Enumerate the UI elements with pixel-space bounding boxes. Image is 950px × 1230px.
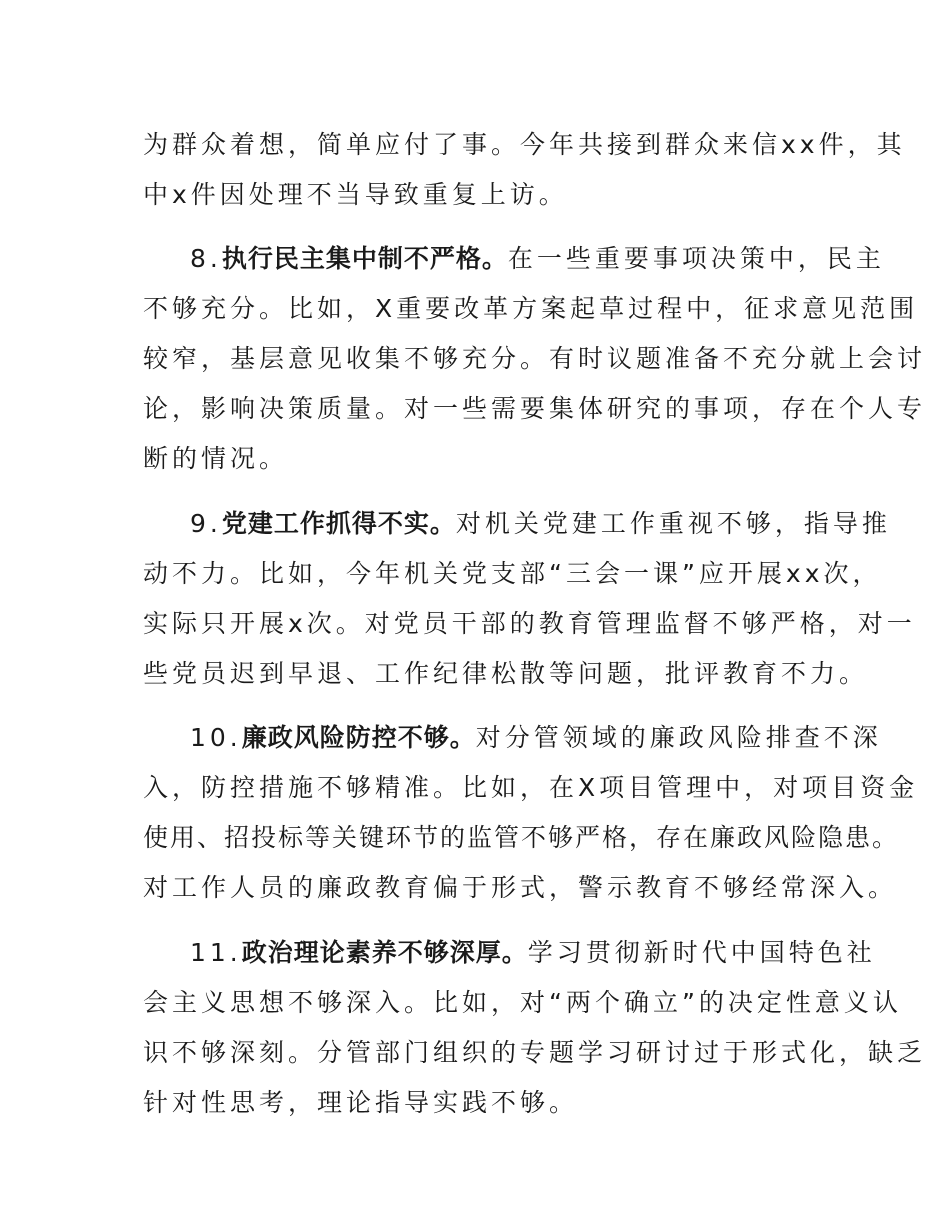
paragraph-line: 对工作人员的廉政教育偏于形式，警示教育不够经常深入。	[143, 873, 898, 902]
paragraph-line: 为群众着想，简单应付了事。今年共接到群众来信xx件，其	[143, 130, 906, 159]
item-heading: 廉政风险防控不够。	[241, 723, 476, 752]
item-number: 11.	[190, 938, 242, 967]
item-number: 10.	[190, 723, 242, 752]
paragraph-line: 些党员迟到早退、工作纪律松散等问题，批评教育不力。	[143, 659, 869, 688]
item-heading: 政治理论素养不够深厚。	[241, 938, 528, 967]
item-number: 9.	[190, 509, 222, 538]
paragraph-line: 动不力。比如，今年机关党支部“三会一课”应开展xx次，	[143, 559, 882, 588]
paragraph-line: 中x件因处理不当导致重复上访。	[143, 180, 568, 209]
paragraph-line: 识不够深刻。分管部门组织的专题学习研讨过于形式化，缺乏	[143, 1038, 927, 1067]
paragraph-line: 入，防控措施不够精准。比如，在X项目管理中，对项目资金	[143, 773, 919, 802]
paragraph-line: 论，影响决策质量。对一些需要集体研究的事项，存在个人专	[143, 394, 927, 423]
item-text: 对分管领域的廉政风险排查不深	[475, 723, 882, 752]
item-text: 对机关党建工作重视不够，指导推	[455, 509, 891, 538]
paragraph-line: 断的情况。	[143, 444, 289, 473]
paragraph-line: 不够充分。比如，X重要改革方案起草过程中，征求意见范围	[143, 294, 919, 323]
paragraph-line: 实际只开展x次。对党员干部的教育管理监督不够严格，对一	[143, 609, 916, 638]
paragraph-line: 会主义思想不够深入。比如，对“两个确立”的决定性意义认	[143, 988, 902, 1017]
item-8-first-line	[190, 246, 885, 271]
paragraph-line: 使用、招投标等关键环节的监管不够严格，存在廉政风险隐患。	[143, 823, 900, 852]
item-text: 学习贯彻新时代中国特色社	[527, 938, 876, 967]
paragraph-line: 针对性思考，理论指导实践不够。	[143, 1088, 579, 1117]
item-11-first-line	[190, 940, 876, 965]
item-number: 8.	[190, 244, 222, 273]
item-text: 在一些重要事项决策中，民主	[507, 244, 885, 273]
item-9-first-line	[190, 511, 891, 536]
item-heading: 执行民主集中制不严格。	[221, 244, 508, 273]
item-10-first-line	[190, 725, 882, 750]
item-heading: 党建工作抓得不实。	[221, 509, 456, 538]
paragraph-line: 较窄，基层意见收集不够充分。有时议题准备不充分就上会讨	[143, 344, 927, 373]
